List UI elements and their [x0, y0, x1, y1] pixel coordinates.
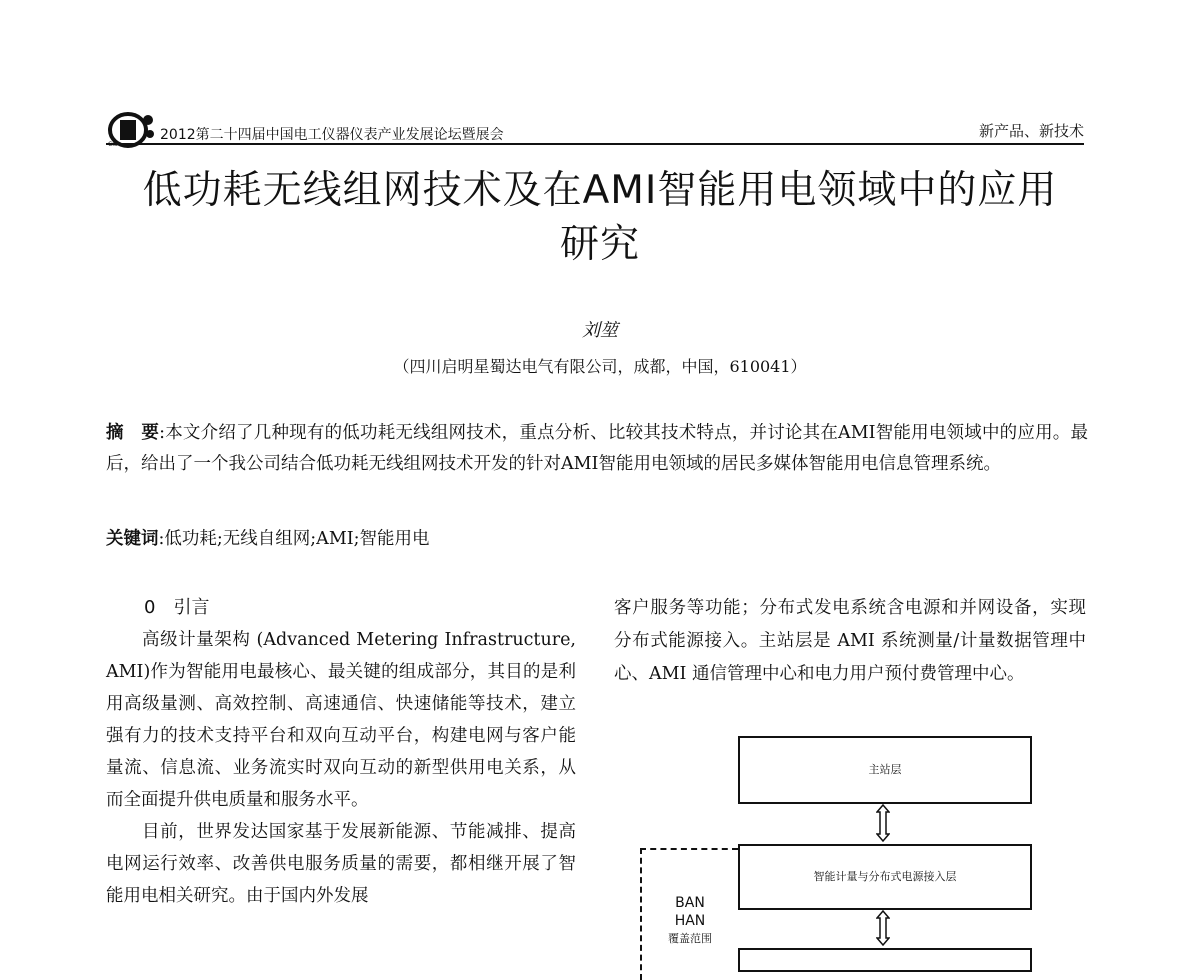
keywords [106, 524, 1088, 555]
section-heading: 0 引言 [144, 597, 210, 618]
abstract-label: 摘 要 [106, 423, 160, 443]
scope-label: 覆盖范围 [668, 932, 712, 945]
abstract [106, 418, 1088, 480]
right-column-text: 客户服务等功能；分布式发电系统含电源和并网设备，实现分布式能源接入。主站层是 AMI 系统测量/计量数据管理中心、AMI 通信管理中心和电力用户预付费管理中心。 [614, 598, 1086, 684]
master-station-layer-box: 主站层 [738, 736, 1032, 804]
conference-name: 2012第二十四届中国电工仪器仪表产业发展论坛暨展会 [160, 127, 504, 143]
intro-paragraph-2: 目前，世界发达国家基于发展新能源、节能减排、提高电网运行效率、改善供电服务质量的需要，都相继开展了智能用电相关研究。由于国内外发展 [106, 822, 576, 906]
bidirectional-arrow-icon [876, 804, 890, 842]
left-column [106, 592, 576, 912]
ami-architecture-diagram [600, 730, 1100, 952]
paper-title [100, 164, 1100, 272]
svg-text:CIS: CIS [108, 141, 118, 148]
author-name: 刘堃 [582, 320, 618, 341]
han-label: HAN [674, 913, 706, 929]
bidirectional-arrow-icon [876, 910, 890, 946]
header-divider [106, 143, 1084, 145]
coverage-label [660, 894, 720, 948]
paper-title-line-1: 低功耗无线组网技术及在AMI智能用电领域中的应用 [142, 168, 1058, 213]
abstract-text: :本文介绍了几种现有的低功耗无线组网技术，重点分析、比较其技术特点，并讨论其在AMI智能用电领域中的应用。最后，给出了一个我公司结合低功耗无线组网技术开发的针对AMI智能用电领域的居民多媒体智能用电信息管理系统。 [106, 423, 1088, 474]
intro-paragraph-1: 高级计量架构 (Advanced Metering Infrastructure, AMI)作为智能用电最核心、最关键的组成部分，其目的是利用高级量测、高效控制、高速通信、快速储能等技术，建立强有力的技术支持平台和双向互动平台，构建电网与客户能量流、信息流、业务流实时双向互动的新型供用电关系，从而全面提升供电质量和服务水平。 [106, 630, 576, 810]
metering-layer-box: 智能计量与分布式电源接入层 [738, 844, 1032, 910]
ban-label: BAN [675, 895, 705, 911]
section-tag: 新产品、新技术 [978, 122, 1084, 140]
paper-title-line-2: 研究 [559, 222, 640, 267]
keywords-label: 关键词 [106, 529, 159, 549]
keywords-text: :低功耗;无线自组网;AMI;智能用电 [158, 529, 430, 549]
affiliation: （四川启明星蜀达电气有限公司，成都，中国，610041） [393, 357, 807, 376]
